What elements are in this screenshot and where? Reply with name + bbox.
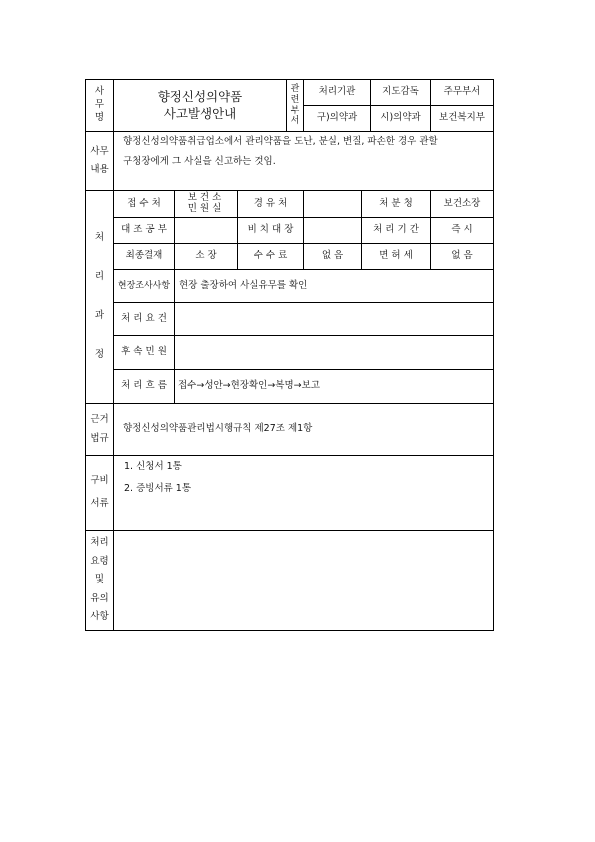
license-tax-value — [430, 243, 494, 270]
period-label — [361, 217, 431, 244]
header-col-main-dept — [430, 79, 494, 106]
relevant-dept-label — [286, 79, 304, 132]
inspection-label — [113, 269, 175, 303]
document-title-line1: 향정신성의약품 — [157, 89, 243, 105]
duty-content-line2: 구청장에게 그 사실을 신고하는 것임. — [123, 155, 276, 167]
basis-label-line1: 근거 — [90, 414, 109, 426]
header-val-supervision — [370, 105, 431, 132]
inspection-value — [174, 269, 494, 303]
proxy-label — [113, 217, 175, 244]
document-item-2: 2. 증빙서류 1통 — [124, 482, 192, 494]
flow-value-text: 접수→성안→현장확인→복명→보고 — [178, 380, 320, 392]
process-char-1: 처 — [94, 232, 105, 244]
duty-label-line1: 사무 — [90, 145, 109, 157]
license-tax-label — [361, 243, 431, 270]
flow-label-text: 처 리 흐 름 — [121, 380, 167, 392]
reception-value — [174, 190, 238, 218]
relevant-char-2: 련 — [290, 94, 300, 105]
ledger-value — [303, 217, 362, 244]
ledger-label — [237, 217, 304, 244]
handler-label — [361, 190, 431, 218]
basis-label-line2: 법규 — [90, 432, 109, 444]
document-item-1: 1. 신청서 1통 — [124, 461, 182, 472]
license-tax-value-text: 없 음 — [451, 250, 473, 262]
header-val-main-dept — [430, 105, 494, 132]
process-char-3: 과 — [94, 310, 105, 322]
via-label-text: 경 유 처 — [253, 197, 288, 209]
samu-char-2: 무 — [94, 99, 105, 111]
fee-label-text: 수 수 료 — [253, 250, 288, 262]
handler-value-text: 보건소장 — [443, 197, 481, 209]
process-char-2: 리 — [94, 271, 105, 283]
relevant-char-1: 관 — [290, 83, 300, 94]
process-side-label — [85, 190, 114, 404]
final-approval-value — [174, 243, 238, 270]
header-col-main-dept-label: 주무부서 — [443, 86, 481, 98]
reception-value-line1: 보건소 — [187, 192, 225, 204]
reception-label-text: 접 수 처 — [127, 197, 161, 209]
samu-label-cell — [85, 79, 114, 132]
proxy-value — [174, 217, 238, 244]
fee-label — [237, 243, 304, 270]
via-label — [237, 190, 304, 218]
header-val-handler-text: 구)의약과 — [316, 112, 358, 124]
duty-content-cell — [113, 131, 494, 191]
final-approval-label-text: 최종결재 — [125, 250, 163, 262]
inspection-label-text: 현장조사사항 — [117, 280, 171, 291]
duty-label-line2: 내용 — [90, 164, 109, 175]
via-value — [303, 190, 362, 218]
notes-label-line2: 요령 — [90, 555, 109, 567]
header-val-handler — [303, 105, 371, 132]
requirement-label-text: 처 리 요 건 — [121, 312, 167, 324]
documents-content-cell — [113, 455, 494, 531]
fee-value — [303, 243, 362, 270]
handler-label-text: 처 분 청 — [379, 197, 413, 209]
notes-label-cell — [85, 530, 114, 631]
proxy-label-text: 대 조 공 부 — [121, 224, 167, 236]
period-value-text: 즉 시 — [451, 224, 473, 236]
header-val-supervision-text: 시)의약과 — [380, 112, 421, 124]
requirement-label — [113, 302, 175, 336]
samu-char-3: 명 — [94, 111, 105, 123]
reception-value-line2: 민원실 — [187, 203, 225, 214]
complaint-label — [113, 335, 175, 370]
basis-label-cell — [85, 403, 114, 456]
relevant-char-3: 부 — [290, 105, 300, 116]
header-val-main-dept-text: 보건복지부 — [439, 112, 485, 124]
requirement-value — [174, 302, 494, 336]
notes-content-cell — [113, 530, 494, 631]
header-col-supervision-label: 지도감독 — [382, 86, 419, 98]
handler-value — [430, 190, 494, 218]
header-col-handler — [303, 79, 371, 106]
documents-label-cell — [85, 455, 114, 531]
header-col-handler-label: 처리기관 — [318, 86, 356, 98]
header-col-supervision — [370, 79, 431, 106]
flow-value — [174, 369, 494, 404]
notes-label-line1: 처리 — [90, 537, 109, 549]
notes-label-line5: 사항 — [90, 611, 109, 623]
documents-label-line2: 서류 — [90, 498, 109, 509]
document-title-line2: 사고발생안내 — [163, 105, 237, 121]
period-label-text: 처 리 기 간 — [373, 224, 419, 236]
duty-label-cell — [85, 131, 114, 191]
license-tax-label-text: 면 허 세 — [379, 250, 413, 262]
basis-content-text: 향정신성의약품관리법시행규칙 제27조 제1항 — [123, 423, 313, 435]
notes-label-line4: 유의 — [90, 592, 109, 604]
reception-label — [113, 190, 175, 218]
duty-content-line1: 향정신성의약품취급업소에서 관리약품을 도난, 분실, 변질, 파손한 경우 관할 — [123, 136, 438, 147]
final-approval-label — [113, 243, 175, 270]
basis-content-cell — [113, 403, 494, 456]
complaint-label-text: 후 속 민 원 — [121, 346, 167, 358]
ledger-label-text: 비 치 대 장 — [247, 224, 294, 236]
relevant-char-4: 서 — [290, 116, 300, 127]
document-title-cell — [113, 79, 287, 132]
complaint-value — [174, 335, 494, 370]
inspection-value-text: 현장 출장하여 사실유무를 확인 — [179, 279, 308, 291]
documents-label-line1: 구비 — [90, 475, 109, 487]
fee-value-text: 없 음 — [321, 250, 344, 262]
flow-label — [113, 369, 175, 404]
notes-label-line3: 및 — [94, 574, 105, 586]
period-value — [430, 217, 494, 244]
final-approval-value-text: 소 장 — [195, 250, 217, 262]
process-char-4: 정 — [94, 349, 105, 361]
samu-char-1: 사 — [94, 86, 105, 98]
